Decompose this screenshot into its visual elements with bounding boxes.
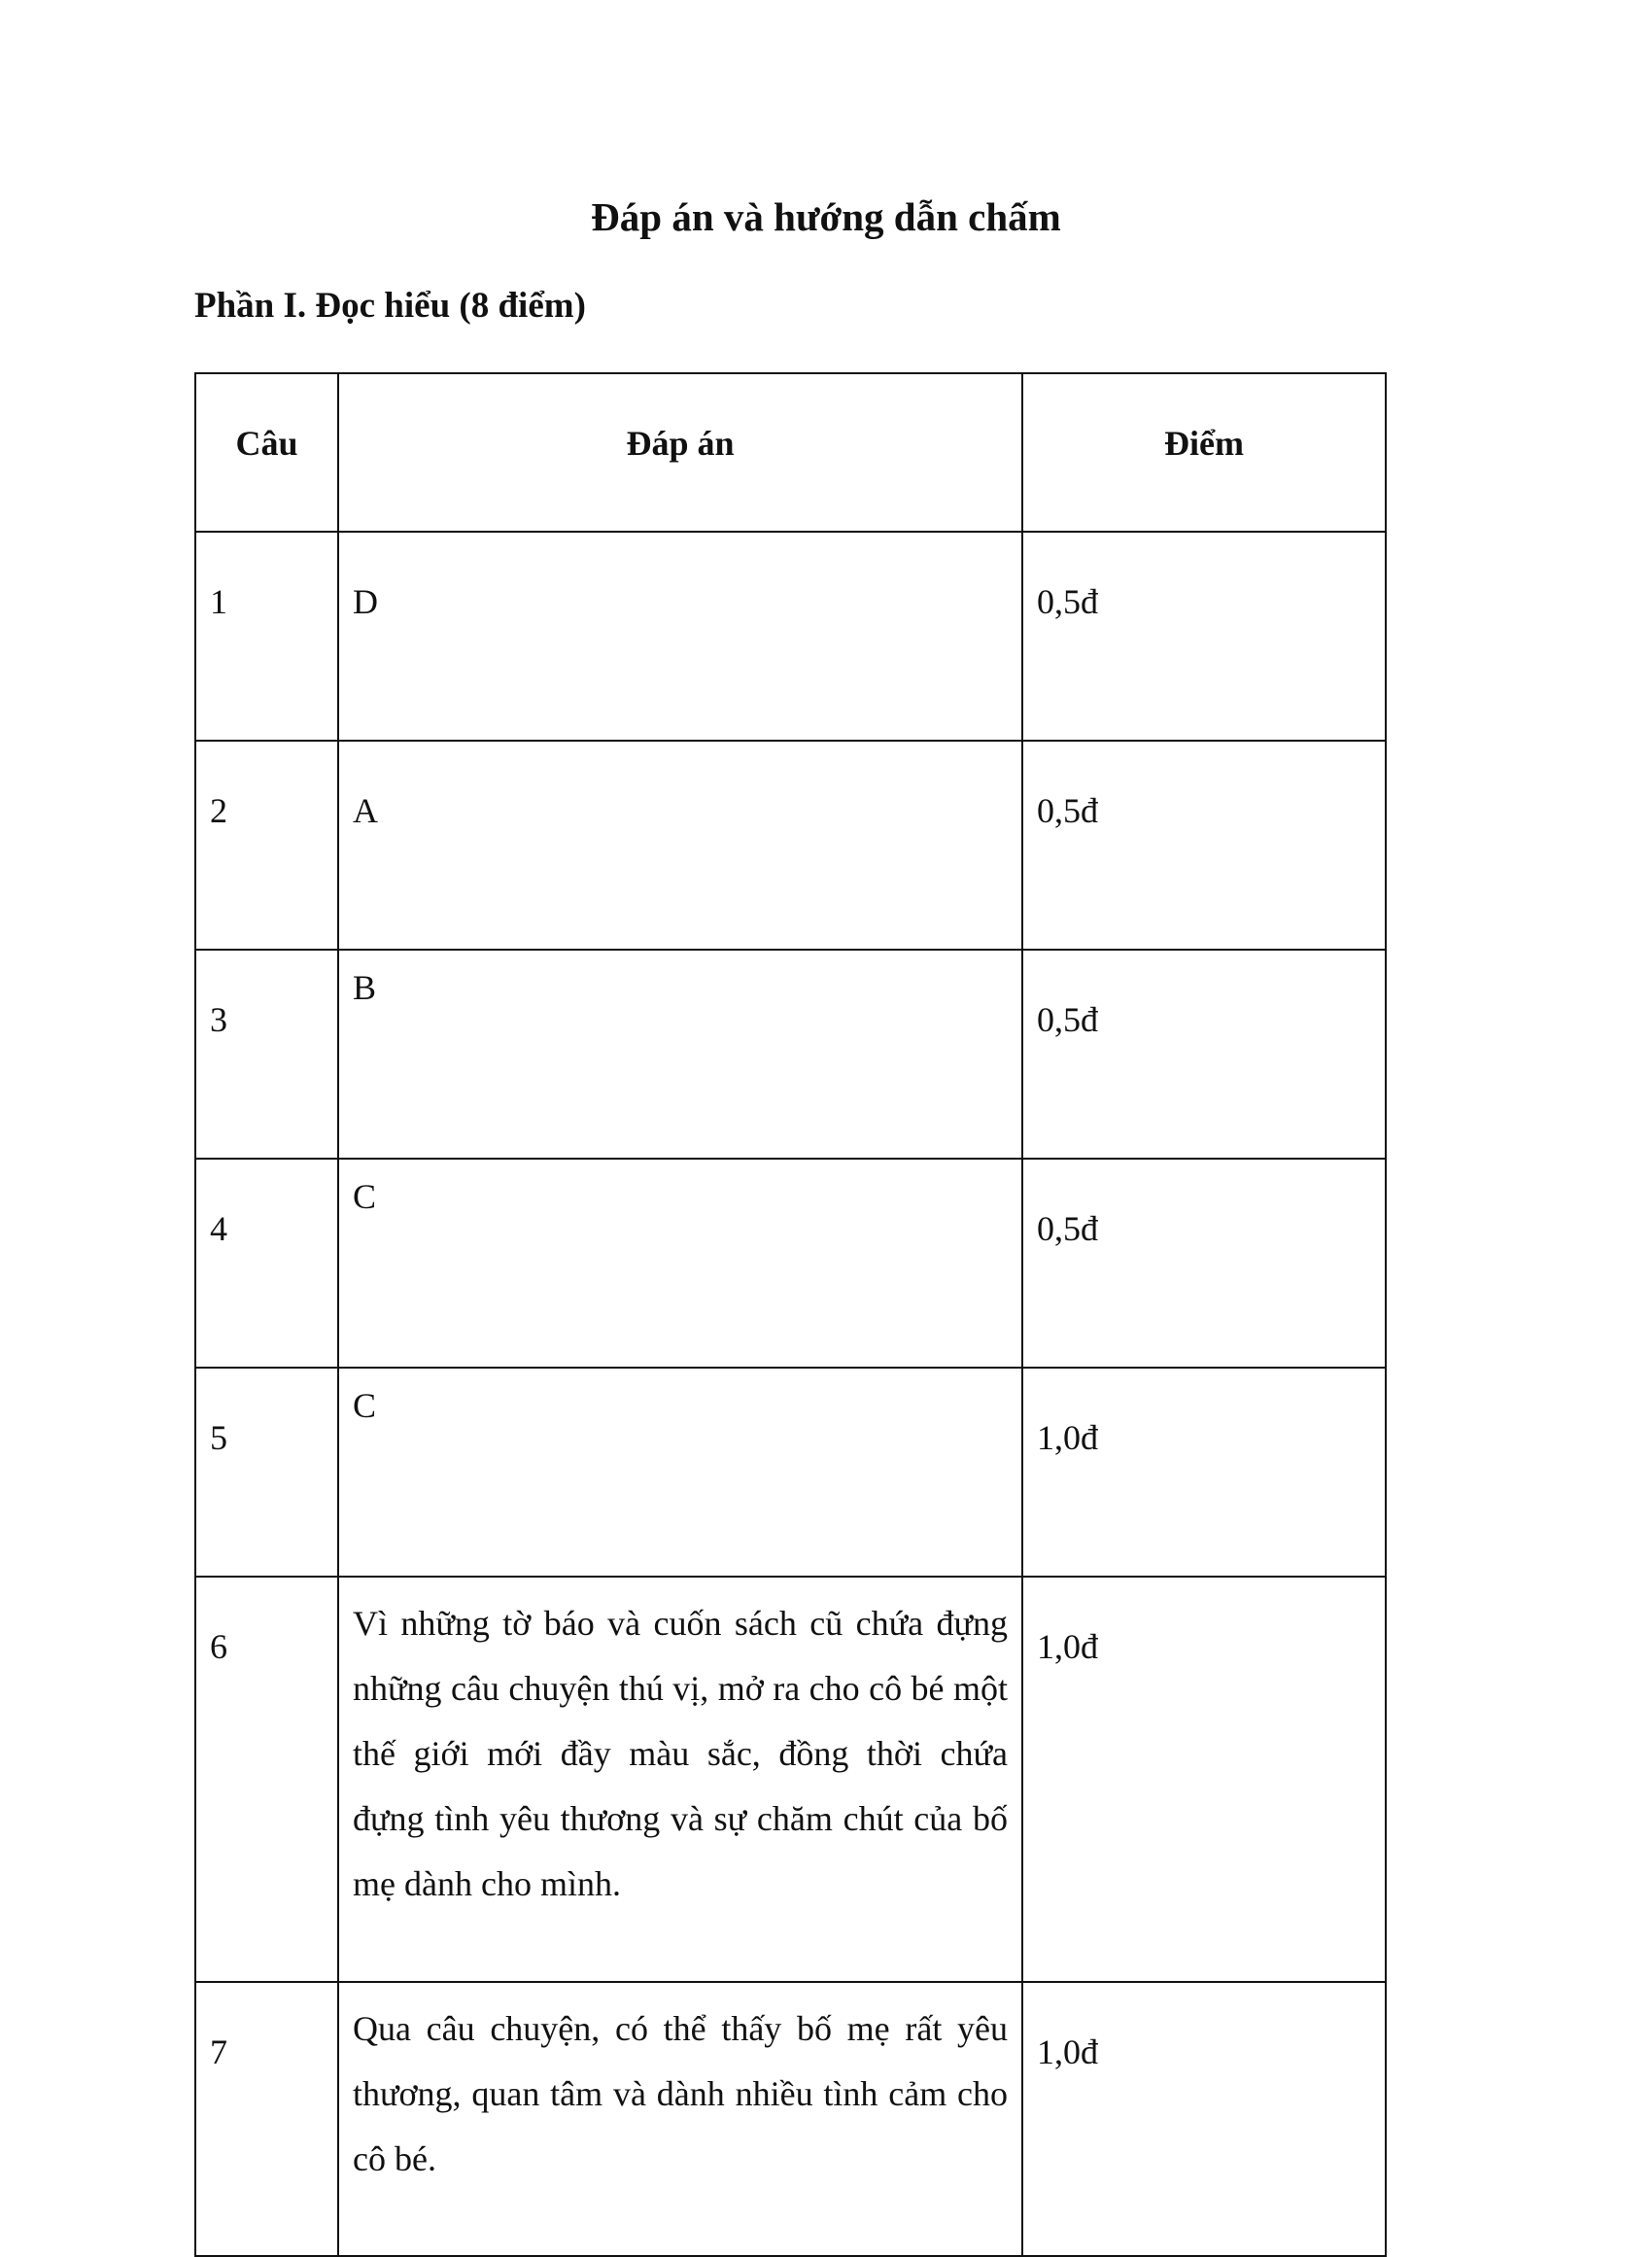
- table-row: [195, 1982, 1386, 2256]
- score-cell: 0,5đ: [1022, 532, 1386, 741]
- header-answer: Đáp án: [338, 373, 1022, 532]
- answer-table: [194, 372, 1387, 2257]
- score-cell: 1,0đ: [1022, 1577, 1386, 1982]
- answer-cell: Vì những tờ báo và cuốn sách cũ chứa đựng những câu chuyện thú vị, mở ra cho cô bé một thế giới mới đầy màu sắc, đồng thời chứa đựng tình yêu thương và sự chăm chút của bố mẹ dành cho mình.: [338, 1577, 1022, 1982]
- question-number: 6: [195, 1577, 338, 1982]
- answer-cell: C: [338, 1159, 1022, 1368]
- table-row: [195, 741, 1386, 950]
- header-question: Câu: [195, 373, 338, 532]
- answer-cell: A: [338, 741, 1022, 950]
- question-number: 5: [195, 1368, 338, 1577]
- page-title: Đáp án và hướng dẫn chấm: [591, 194, 1061, 239]
- table-row: [195, 1159, 1386, 1368]
- header-score: Điểm: [1022, 373, 1386, 532]
- score-cell: 1,0đ: [1022, 1982, 1386, 2256]
- question-number: 4: [195, 1159, 338, 1368]
- answer-cell: Qua câu chuyện, có thể thấy bố mẹ rất yêu thương, quan tâm và dành nhiều tình cảm cho cô bé.: [338, 1982, 1022, 2256]
- question-number: 7: [195, 1982, 338, 2256]
- score-cell: 1,0đ: [1022, 1368, 1386, 1577]
- question-number: 2: [195, 741, 338, 950]
- table-row: [195, 1577, 1386, 1982]
- table-row: [195, 532, 1386, 741]
- question-number: 3: [195, 950, 338, 1159]
- score-cell: 0,5đ: [1022, 950, 1386, 1159]
- table-row: [195, 950, 1386, 1159]
- score-cell: 0,5đ: [1022, 1159, 1386, 1368]
- score-cell: 0,5đ: [1022, 741, 1386, 950]
- answer-cell: C: [338, 1368, 1022, 1577]
- table-row: [195, 1368, 1386, 1577]
- section-heading: Phần I. Đọc hiểu (8 điểm): [194, 286, 586, 326]
- table-header-row: [195, 373, 1386, 532]
- answer-cell: D: [338, 532, 1022, 741]
- answer-cell: B: [338, 950, 1022, 1159]
- question-number: 1: [195, 532, 338, 741]
